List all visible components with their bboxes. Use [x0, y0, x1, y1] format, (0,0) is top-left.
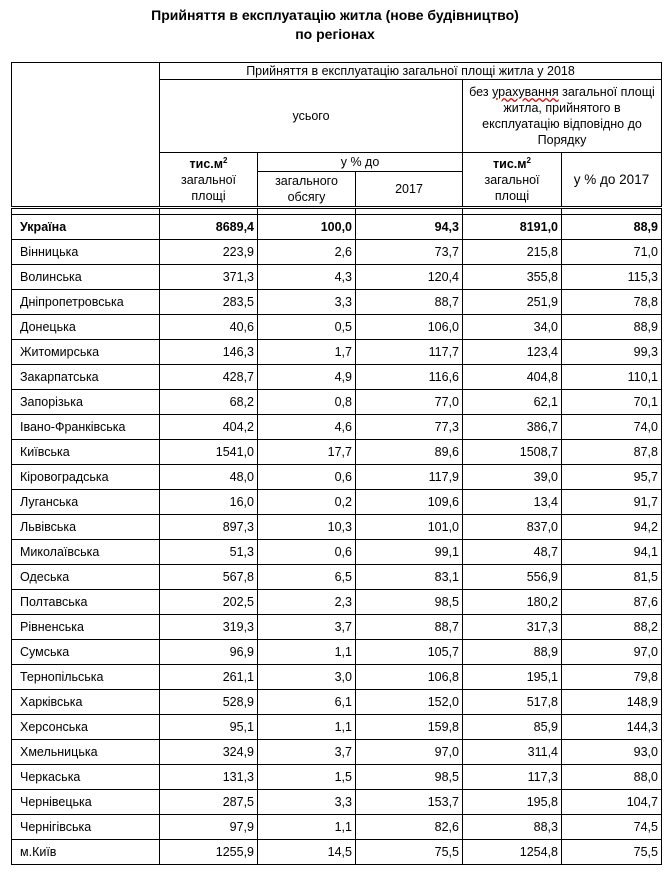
share-cell: 1,5 [258, 765, 356, 790]
total-cell: 404,2 [160, 415, 258, 440]
pct2017-cell: 98,5 [356, 590, 463, 615]
without-pct-cell: 148,9 [562, 690, 662, 715]
header-without-pre: без [469, 85, 493, 99]
header-without-group [463, 80, 662, 153]
pct2017-cell: 82,6 [356, 815, 463, 840]
share-cell: 4,9 [258, 365, 356, 390]
header-total-group: усього [160, 80, 463, 153]
table-row [12, 640, 662, 665]
pct2017-cell: 120,4 [356, 265, 463, 290]
without-pct-cell: 97,0 [562, 640, 662, 665]
without-cell: 117,3 [463, 765, 562, 790]
pct2017-cell: 109,6 [356, 490, 463, 515]
without-cell: 195,8 [463, 790, 562, 815]
total-cell: 283,5 [160, 290, 258, 315]
without-cell: 195,1 [463, 665, 562, 690]
share-cell: 6,1 [258, 690, 356, 715]
title-line-1: Прийняття в експлуатацію житла (нове будівництво) [151, 7, 519, 23]
without-pct-cell: 75,5 [562, 840, 662, 865]
table-row [12, 440, 662, 465]
without-pct-cell: 94,2 [562, 515, 662, 540]
without-pct-cell: 78,8 [562, 290, 662, 315]
total-cell: 324,9 [160, 740, 258, 765]
without-pct-cell: 94,1 [562, 540, 662, 565]
gap-cell [258, 208, 356, 215]
table-row [12, 790, 662, 815]
without-pct-cell: 71,0 [562, 240, 662, 265]
share-cell: 4,3 [258, 265, 356, 290]
share-cell: 0,8 [258, 390, 356, 415]
gap-cell [562, 208, 662, 215]
without-pct-cell: 88,9 [562, 215, 662, 240]
share-cell: 2,6 [258, 240, 356, 265]
table-row [12, 815, 662, 840]
total-cell: 97,9 [160, 815, 258, 840]
unit-sup: 2 [223, 155, 228, 165]
region-cell: Львівська [12, 515, 160, 540]
pct2017-cell: 83,1 [356, 565, 463, 590]
without-cell: 48,7 [463, 540, 562, 565]
pct2017-cell: 105,7 [356, 640, 463, 665]
table-row [12, 340, 662, 365]
housing-table [11, 62, 662, 865]
region-cell: Одеська [12, 565, 160, 590]
share-cell: 3,7 [258, 740, 356, 765]
table-row [12, 690, 662, 715]
total-cell: 96,9 [160, 640, 258, 665]
header-year-2017: 2017 [356, 172, 463, 208]
header-percent-2017 [562, 153, 662, 208]
pct2017-cell: 117,9 [356, 465, 463, 490]
without-pct-cell: 88,9 [562, 315, 662, 340]
table-row [12, 415, 662, 440]
region-cell: Полтавська [12, 590, 160, 615]
region-cell: Чернігівська [12, 815, 160, 840]
table-header [12, 63, 662, 215]
region-cell: Харківська [12, 690, 160, 715]
pct2017-cell: 159,8 [356, 715, 463, 740]
region-cell: м.Київ [12, 840, 160, 865]
region-cell: Рівненська [12, 615, 160, 640]
table-row [12, 840, 662, 865]
share-cell: 0,5 [258, 315, 356, 340]
total-cell: 223,9 [160, 240, 258, 265]
without-cell: 1254,8 [463, 840, 562, 865]
table-row [12, 715, 662, 740]
table-row [12, 540, 662, 565]
table-row [12, 265, 662, 290]
without-pct-cell: 87,6 [562, 590, 662, 615]
without-pct-cell: 87,8 [562, 440, 662, 465]
share-cell: 0,6 [258, 540, 356, 565]
without-pct-cell: 91,7 [562, 490, 662, 515]
table-body [12, 215, 662, 865]
without-cell: 180,2 [463, 590, 562, 615]
region-cell: Запорізька [12, 390, 160, 415]
gap-cell [356, 208, 463, 215]
pct2017-cell: 101,0 [356, 515, 463, 540]
region-cell: Хмельницька [12, 740, 160, 765]
total-cell: 68,2 [160, 390, 258, 415]
share-cell: 3,0 [258, 665, 356, 690]
without-cell: 85,9 [463, 715, 562, 740]
without-cell: 837,0 [463, 515, 562, 540]
total-cell: 528,9 [160, 690, 258, 715]
share-cell: 14,5 [258, 840, 356, 865]
pct2017-cell: 89,6 [356, 440, 463, 465]
pct2017-cell: 152,0 [356, 690, 463, 715]
without-cell: 62,1 [463, 390, 562, 415]
without-pct-cell: 115,3 [562, 265, 662, 290]
region-cell: Вінницька [12, 240, 160, 265]
share-cell: 1,1 [258, 815, 356, 840]
region-cell: Закарпатська [12, 365, 160, 390]
without-cell: 386,7 [463, 415, 562, 440]
without-cell: 88,3 [463, 815, 562, 840]
region-cell: Сумська [12, 640, 160, 665]
pct2017-cell: 106,0 [356, 315, 463, 340]
pct2017-cell: 153,7 [356, 790, 463, 815]
total-cell: 202,5 [160, 590, 258, 615]
unit-text: тис.м [189, 156, 224, 171]
region-cell: Дніпропетровська [12, 290, 160, 315]
without-cell: 215,8 [463, 240, 562, 265]
share-cell: 10,3 [258, 515, 356, 540]
total-cell: 1255,9 [160, 840, 258, 865]
without-pct-cell: 110,1 [562, 365, 662, 390]
table-row [12, 240, 662, 265]
pct2017-cell: 77,3 [356, 415, 463, 440]
table-row [12, 315, 662, 340]
header-without-wavy: урахування [492, 85, 559, 99]
region-cell: Волинська [12, 265, 160, 290]
gap-cell [160, 208, 258, 215]
region-cell: Черкаська [12, 765, 160, 790]
total-cell: 1541,0 [160, 440, 258, 465]
without-cell: 517,8 [463, 690, 562, 715]
region-cell: Миколаївська [12, 540, 160, 565]
document-title [0, 6, 670, 44]
without-pct-cell: 74,0 [562, 415, 662, 440]
total-cell: 371,3 [160, 265, 258, 290]
share-cell: 100,0 [258, 215, 356, 240]
table-row [12, 590, 662, 615]
table-row [12, 565, 662, 590]
without-cell: 13,4 [463, 490, 562, 515]
total-cell: 95,1 [160, 715, 258, 740]
without-pct-cell: 88,0 [562, 765, 662, 790]
total-cell: 131,3 [160, 765, 258, 790]
unit-text: тис.м [493, 156, 527, 171]
without-pct-cell: 70,1 [562, 390, 662, 415]
table-row [12, 215, 662, 240]
percent-2017-label: у % до 2017 [573, 171, 650, 187]
total-cell: 428,7 [160, 365, 258, 390]
total-cell: 51,3 [160, 540, 258, 565]
table-row [12, 365, 662, 390]
header-region-cell [12, 63, 160, 208]
share-cell: 0,2 [258, 490, 356, 515]
share-cell: 3,7 [258, 615, 356, 640]
total-cell: 319,3 [160, 615, 258, 640]
pct2017-cell: 97,0 [356, 740, 463, 765]
table-row [12, 465, 662, 490]
header-percent-to: у % до [258, 153, 463, 172]
without-cell: 88,9 [463, 640, 562, 665]
without-pct-cell: 95,7 [562, 465, 662, 490]
without-cell: 355,8 [463, 265, 562, 290]
total-cell: 40,6 [160, 315, 258, 340]
total-cell: 8689,4 [160, 215, 258, 240]
table-row [12, 515, 662, 540]
without-pct-cell: 93,0 [562, 740, 662, 765]
region-cell: Тернопільська [12, 665, 160, 690]
total-cell: 146,3 [160, 340, 258, 365]
title-line-2: по регіонах [295, 26, 375, 42]
share-cell: 17,7 [258, 440, 356, 465]
share-cell: 1,1 [258, 640, 356, 665]
total-cell: 16,0 [160, 490, 258, 515]
without-pct-cell: 99,3 [562, 340, 662, 365]
header-without-post: загальної площі житла, прийнятого в експлуатацію відповідно до Порядку [482, 85, 655, 147]
unit-sup: 2 [526, 155, 531, 165]
without-pct-cell: 74,5 [562, 815, 662, 840]
share-cell: 1,7 [258, 340, 356, 365]
without-pct-cell: 104,7 [562, 790, 662, 815]
without-cell: 404,8 [463, 365, 562, 390]
without-cell: 39,0 [463, 465, 562, 490]
total-cell: 48,0 [160, 465, 258, 490]
without-cell: 1508,7 [463, 440, 562, 465]
without-cell: 311,4 [463, 740, 562, 765]
table-row [12, 765, 662, 790]
share-cell: 2,3 [258, 590, 356, 615]
share-cell: 6,5 [258, 565, 356, 590]
region-cell: Луганська [12, 490, 160, 515]
region-cell: Київська [12, 440, 160, 465]
table-row [12, 665, 662, 690]
pct2017-cell: 88,7 [356, 615, 463, 640]
region-cell: Івано-Франківська [12, 415, 160, 440]
total-cell: 897,3 [160, 515, 258, 540]
share-cell: 0,6 [258, 465, 356, 490]
gap-cell [12, 208, 160, 215]
table-row [12, 615, 662, 640]
region-cell: Кіровоградська [12, 465, 160, 490]
gap-cell [463, 208, 562, 215]
without-pct-cell: 81,5 [562, 565, 662, 590]
pct2017-cell: 73,7 [356, 240, 463, 265]
without-cell: 251,9 [463, 290, 562, 315]
pct2017-cell: 116,6 [356, 365, 463, 390]
without-cell: 317,3 [463, 615, 562, 640]
pct2017-cell: 99,1 [356, 540, 463, 565]
total-cell: 261,1 [160, 665, 258, 690]
without-cell: 556,9 [463, 565, 562, 590]
total-cell: 287,5 [160, 790, 258, 815]
region-cell: Україна [12, 215, 160, 240]
table-row [12, 390, 662, 415]
unit-desc: загальної площі [484, 172, 540, 203]
pct2017-cell: 77,0 [356, 390, 463, 415]
without-pct-cell: 88,2 [562, 615, 662, 640]
header-unit-without [463, 153, 562, 208]
region-cell: Житомирська [12, 340, 160, 365]
share-cell: 4,6 [258, 415, 356, 440]
header-of-total: загального обсягу [258, 172, 356, 208]
region-cell: Донецька [12, 315, 160, 340]
unit-desc: загальної площі [180, 172, 237, 203]
region-cell: Чернівецька [12, 790, 160, 815]
table-row [12, 740, 662, 765]
pct2017-cell: 75,5 [356, 840, 463, 865]
region-cell: Херсонська [12, 715, 160, 740]
table-row [12, 490, 662, 515]
share-cell: 1,1 [258, 715, 356, 740]
without-cell: 8191,0 [463, 215, 562, 240]
without-pct-cell: 79,8 [562, 665, 662, 690]
header-top-cell: Прийняття в експлуатацію загальної площі житла у 2018 [160, 63, 662, 80]
without-cell: 123,4 [463, 340, 562, 365]
without-pct-cell: 144,3 [562, 715, 662, 740]
total-cell: 567,8 [160, 565, 258, 590]
share-cell: 3,3 [258, 290, 356, 315]
table-row [12, 290, 662, 315]
pct2017-cell: 88,7 [356, 290, 463, 315]
pct2017-cell: 117,7 [356, 340, 463, 365]
pct2017-cell: 94,3 [356, 215, 463, 240]
header-unit-total [160, 153, 258, 208]
pct2017-cell: 98,5 [356, 765, 463, 790]
without-cell: 34,0 [463, 315, 562, 340]
share-cell: 3,3 [258, 790, 356, 815]
pct2017-cell: 106,8 [356, 665, 463, 690]
